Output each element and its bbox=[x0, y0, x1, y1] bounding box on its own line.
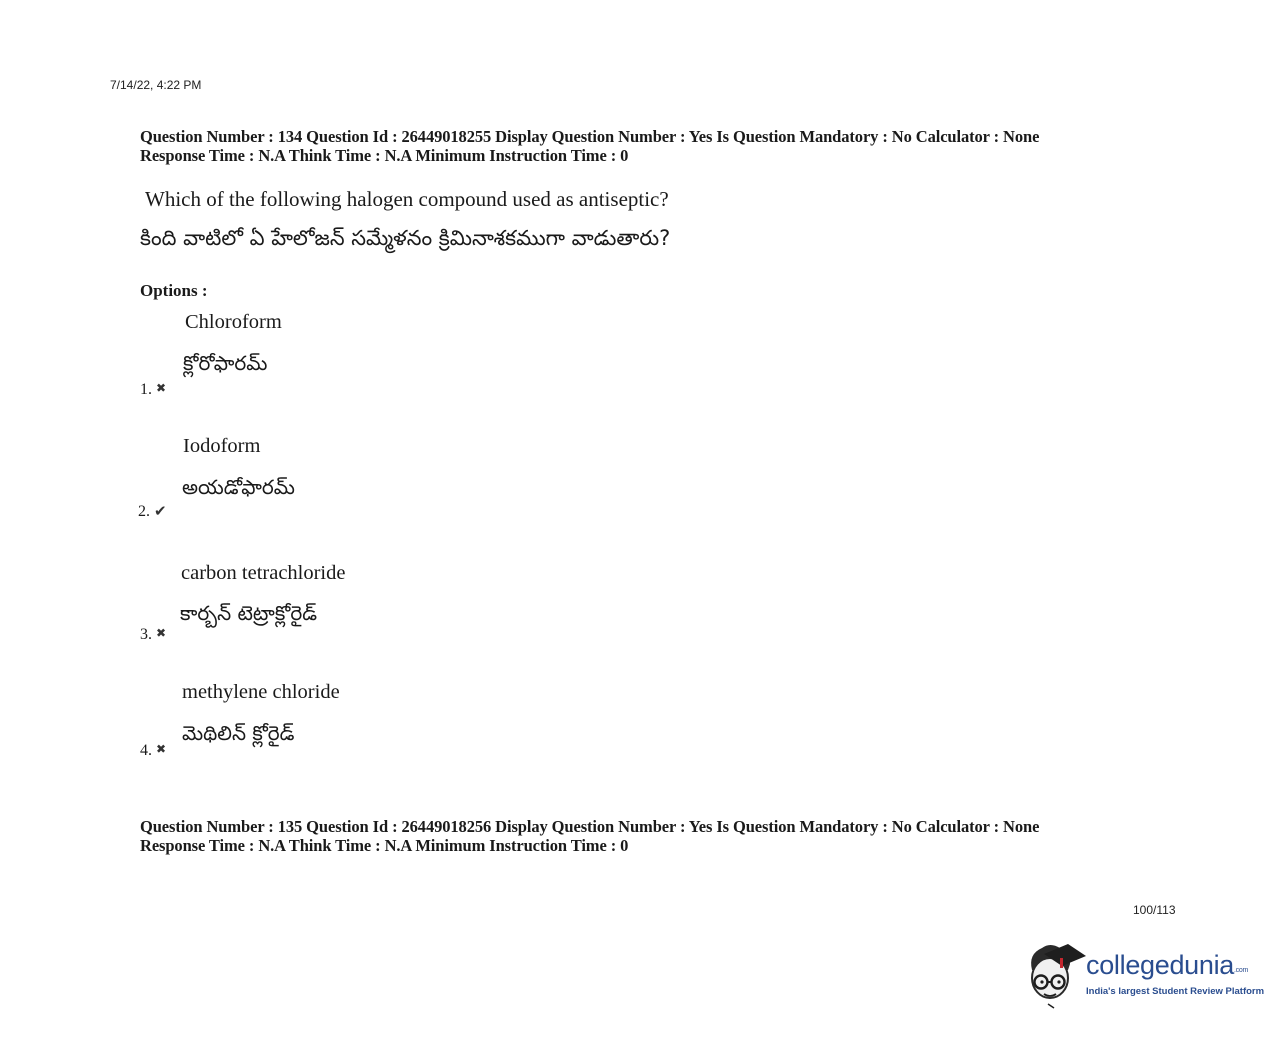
option-number-label: 4. bbox=[140, 742, 152, 759]
option-2-telugu: అయడోఫారమ్ bbox=[182, 475, 295, 499]
question-meta-line-1: Question Number : 135 Question Id : 26449018256 Display Question Number : Yes Is Question Mandatory : No Calculator : None bbox=[140, 817, 1040, 836]
check-icon: ✔ bbox=[154, 502, 167, 520]
logo-suffix: .com bbox=[1234, 967, 1249, 974]
option-4-telugu: మెథిలిన్ క్లోరైడ్ bbox=[182, 721, 295, 745]
logo-wordmark bbox=[1086, 950, 1248, 981]
cross-icon: ✖ bbox=[156, 742, 167, 756]
cross-icon: ✖ bbox=[156, 381, 167, 395]
options-label: Options : bbox=[140, 281, 208, 300]
page-number: 100/113 bbox=[1133, 903, 1176, 917]
option-number-label: 2. bbox=[138, 503, 150, 520]
option-4-number bbox=[140, 742, 166, 760]
cross-icon: ✖ bbox=[156, 626, 167, 640]
option-number-label: 3. bbox=[140, 626, 152, 643]
logo-tagline: India's largest Student Review Platform bbox=[1086, 986, 1265, 997]
question-text-english: Which of the following halogen compound used as antiseptic? bbox=[145, 187, 669, 211]
option-1-telugu: క్లోరోఫారమ్ bbox=[183, 351, 268, 375]
mascot-icon bbox=[1024, 940, 1086, 1010]
question-meta-line-1: Question Number : 134 Question Id : 26449018255 Display Question Number : Yes Is Question Mandatory : No Calculator : None bbox=[140, 127, 1040, 146]
question-134-meta bbox=[140, 127, 1039, 165]
option-2-number bbox=[138, 502, 167, 521]
option-3-english: carbon tetrachloride bbox=[181, 562, 346, 584]
print-timestamp: 7/14/22, 4:22 PM bbox=[110, 78, 202, 92]
option-number-label: 1. bbox=[140, 381, 152, 398]
option-2-english: Iodoform bbox=[183, 435, 261, 457]
question-text-telugu: కింది వాటిలో ఏ హేలోజన్ సమ్మేళనం క్రిమినాశకముగా వాడుతారు? bbox=[140, 226, 671, 250]
collegedunia-logo bbox=[1024, 940, 1265, 1010]
option-3-number bbox=[140, 626, 166, 644]
question-meta-line-2: Response Time : N.A Think Time : N.A Minimum Instruction Time : 0 bbox=[140, 836, 629, 855]
option-3-telugu: కార్బన్ టెట్రాక్లోరైడ్ bbox=[180, 601, 318, 625]
question-meta-line-2: Response Time : N.A Think Time : N.A Minimum Instruction Time : 0 bbox=[140, 146, 629, 165]
option-1-english: Chloroform bbox=[185, 311, 282, 333]
question-135-meta bbox=[140, 817, 1039, 855]
option-4-english: methylene chloride bbox=[182, 681, 340, 703]
option-1-number bbox=[140, 381, 166, 399]
logo-text: collegedunia bbox=[1086, 950, 1235, 980]
